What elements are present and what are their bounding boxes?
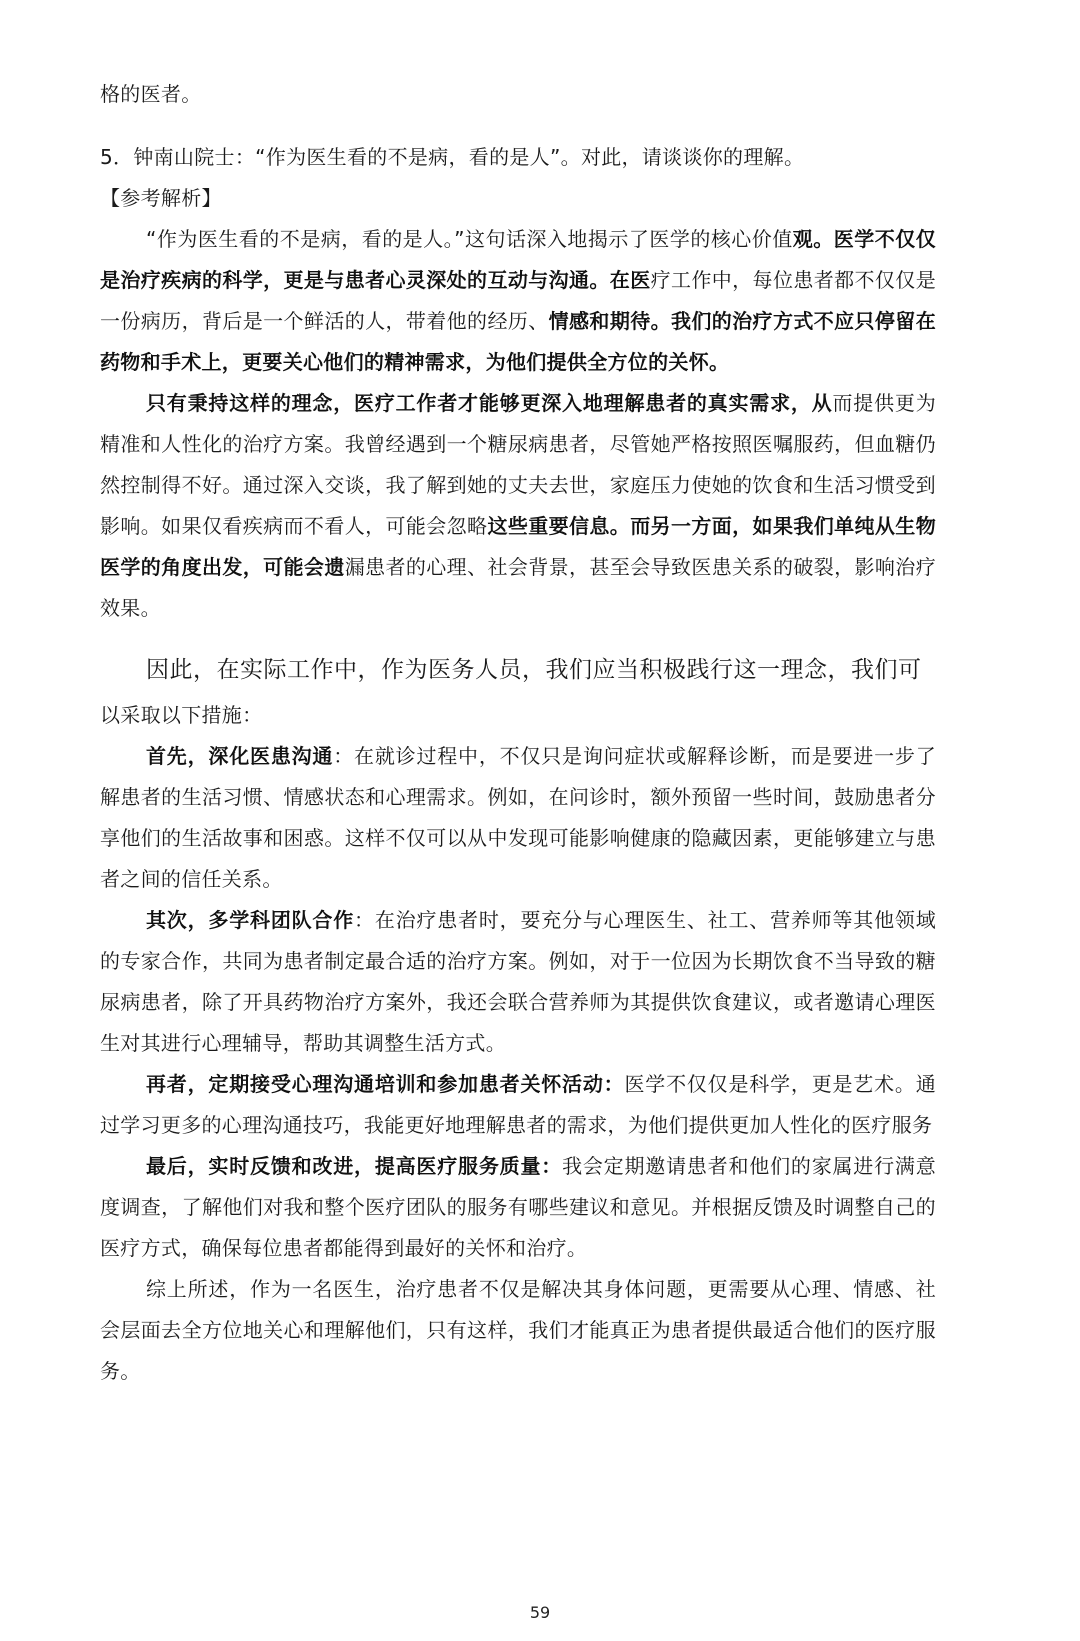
answer-paragraph-3: 因此，在实际工作中，作为医务人员，我们应当积极践行这一理念，我们可 xyxy=(146,657,922,683)
measure-text: 医学不仅仅是科学，更是艺术。通过学习更多的心理沟通技巧，我能更好地理解患者的需求，为他们提供更加人性化的医疗服务 xyxy=(100,1072,937,1137)
bold-emphasis: 情感和期待。我们的治疗方式不应只停留在药物和手术上，更要关心他们的精神需求，为他们提供全方位的关怀。 xyxy=(100,309,936,374)
measure-1 xyxy=(100,736,936,900)
measure-text: 我会定期邀请患者和他们的家属进行满意度调查，了解他们对我和整个医疗团队的服务有哪些建议和意见。并根据反馈及时调整自己的医疗方式，确保每位患者都能得到最好的关怀和治疗。 xyxy=(100,1154,937,1260)
bold-emphasis: 只有秉持这样的理念，医疗工作者才能够更深入地理解患者的真实需求，从 xyxy=(146,391,833,415)
question-text: 5．钟南山院士：“作为医生看的不是病，看的是人”。对此，请谈谈你的理解。 xyxy=(100,145,805,169)
paragraph-text: 漏患者的心理、社会背景，甚至会导致医患关系的破裂，影响治疗效果。 xyxy=(100,555,936,620)
measure-title: 首先，深化医患沟通 xyxy=(146,744,334,768)
measure-title: 再者，定期接受心理沟通培训和参加患者关怀活动： xyxy=(146,1072,625,1096)
bold-emphasis: 观。医学不仅仅是治疗疾病的科学，更是与患者心灵深处的互动与沟通。在医 xyxy=(100,227,936,292)
answer-paragraph-2 xyxy=(100,383,936,629)
page-number: 59 xyxy=(529,1603,551,1622)
measure-title: 其次，多学科团队合作 xyxy=(146,908,355,932)
measure-text: ：在治疗患者时，要充分与心理医生、社工、营养师等其他领域的专家合作，共同为患者制定最合适的治疗方案。例如，对于一位因为长期饮食不当导致的糖尿病患者，除了开具药物治疗方案外，我还会联合营养师为其提供饮食建议，或者邀请心理医生对其进行心理辅导，帮助其调整生活方式。 xyxy=(100,908,936,1055)
continued-line: 格的医者。 xyxy=(100,82,202,106)
answer-paragraph-3-continued: 以采取以下措施： xyxy=(100,703,263,727)
page-content xyxy=(100,74,936,1392)
measure-3 xyxy=(100,1064,936,1146)
measure-2 xyxy=(100,900,936,1064)
measure-text: ：在就诊过程中，不仅只是询问症状或解释诊断，而是要进一步了解患者的生活习惯、情感状态和心理需求。例如，在问诊时，额外预留一些时间，鼓励患者分享他们的生活故事和困惑。这样不仅可以从中发现可能影响健康的隐藏因素，更能够建立与患者之间的信任关系。 xyxy=(100,744,937,891)
answer-paragraph-1 xyxy=(100,219,936,383)
bold-emphasis: 这些重要信息。而另一方面，如果我们单纯从生物医学的角度出发，可能会遗 xyxy=(100,514,936,579)
measure-title: 最后，实时反馈和改进，提高医疗服务质量： xyxy=(146,1154,563,1178)
measure-4 xyxy=(100,1146,936,1269)
paragraph-text: “作为医生看的不是病，看的是人。”这句话深入地揭示了医学的核心价值 xyxy=(146,227,793,251)
section-label: 【参考解析】 xyxy=(100,186,222,210)
paragraph-text: 而提供更为精准和人性化的治疗方案。我曾经遇到一个糖尿病患者，尽管她严格按照医嘱服药，但血糖仍然控制得不好。通过深入交谈，我了解到她的丈夫去世，家庭压力使她的饮食和生活习惯受到影响。如果仅看疾病而不看人，可能会忽略 xyxy=(100,391,936,538)
paragraph-text: 疗工作中，每位患者都不仅仅是一份病历，背后是一个鲜活的人，带着他的经历、 xyxy=(100,268,936,333)
conclusion-paragraph: 综上所述，作为一名医生，治疗患者不仅是解决其身体问题，更需要从心理、情感、社会层面去全方位地关心和理解他们，只有这样，我们才能真正为患者提供最适合他们的医疗服务。 xyxy=(100,1277,936,1383)
